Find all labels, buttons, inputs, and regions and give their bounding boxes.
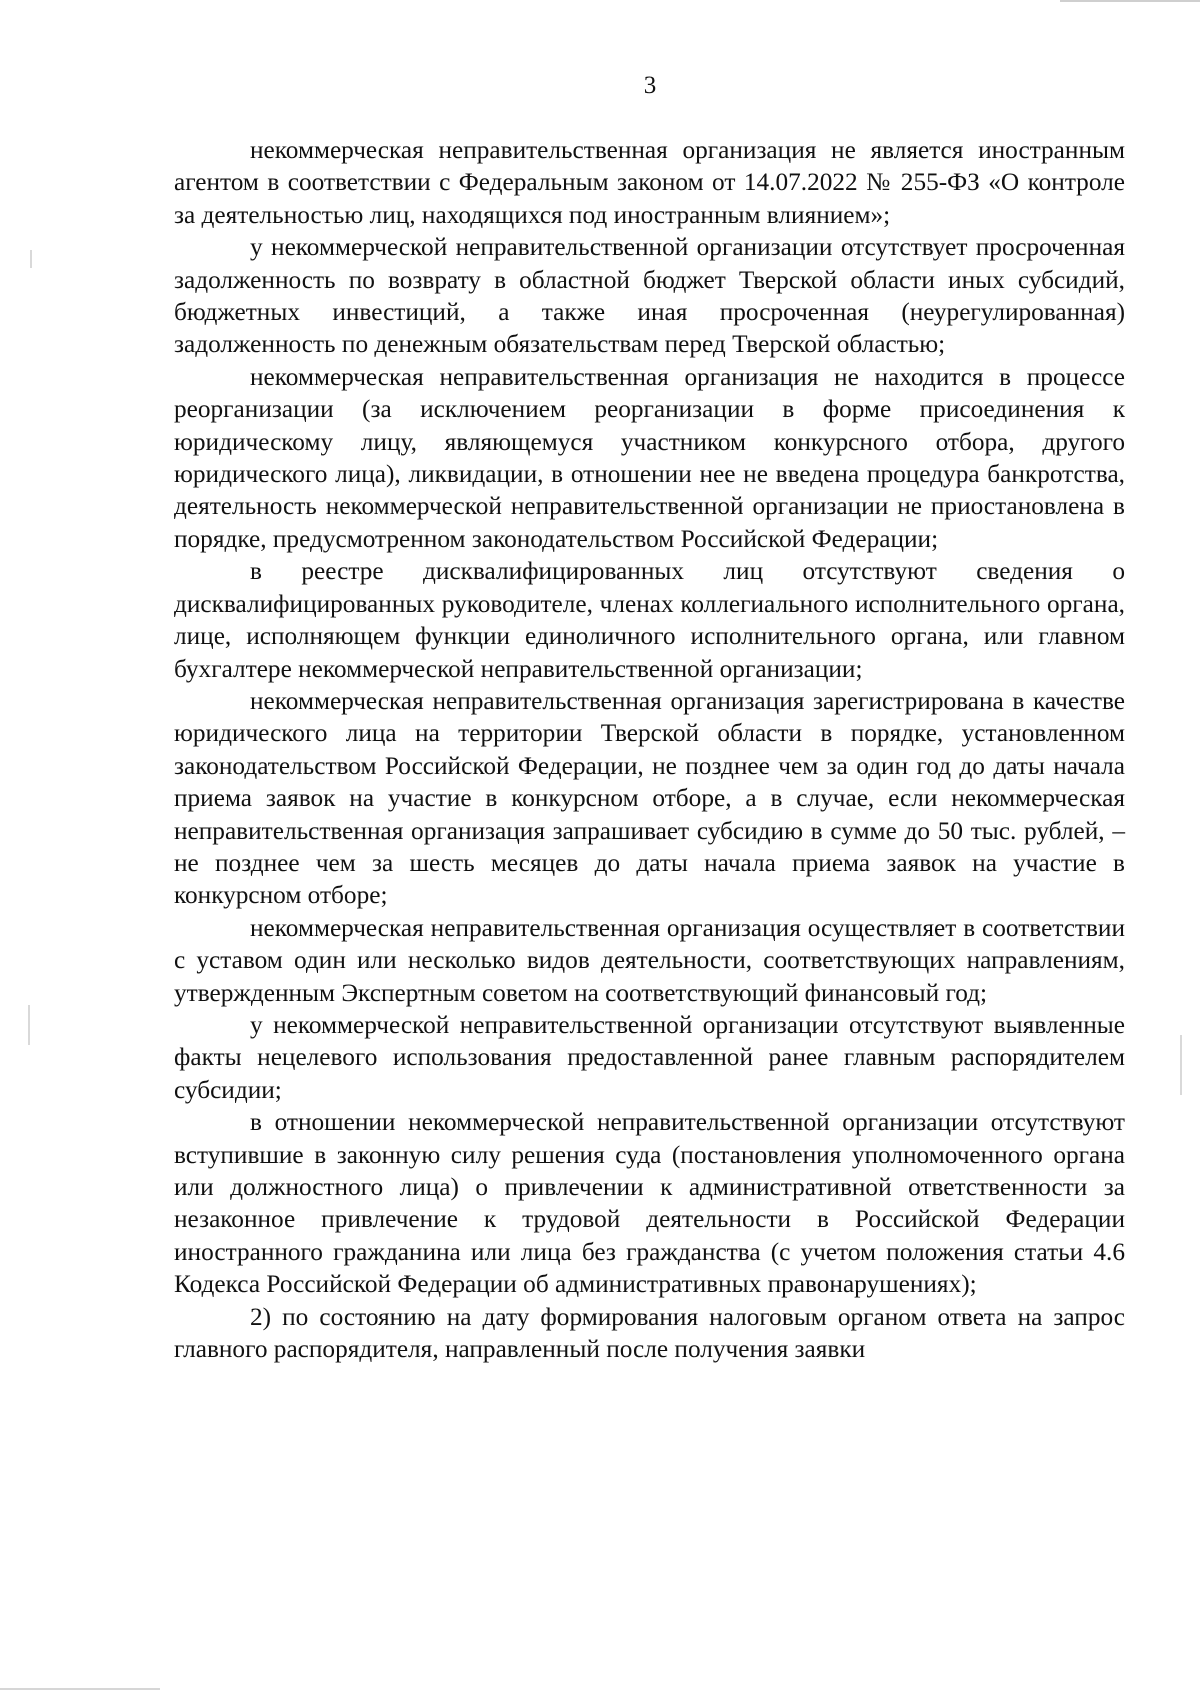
paragraph: у некоммерческой неправительственной организации отсутствуют выявленные факты нецелевого использования предоставленной ранее главным распорядителем субсидии; [174, 1010, 1125, 1104]
scan-mark [1180, 1035, 1182, 1095]
paragraph: некоммерческая неправительственная организация зарегистрирована в качестве юридического лица на территории Тверской области в порядке, установленном законодательством Российской Федерации, не позднее чем за один год до даты начала приема заявок на участие в конкурсном отборе, а в случае, если некоммерческая неправительственная организация запрашивает субсидию в сумме до 50 тыс. рублей, – не позднее чем за шесть месяцев до даты начала приема заявок на участие в конкурсном отборе; [174, 686, 1125, 910]
scan-mark [28, 1005, 30, 1045]
paragraph: в реестре дисквалифицированных лиц отсутствуют сведения о дисквалифицированных руководителе, членах коллегиального исполнительного органа, лице, исполняющем функции единоличного исполнительного органа, или главном бухгалтере некоммерческой неправительственной организации; [174, 557, 1125, 683]
paragraph: некоммерческая неправительственная организация не является иностранным агентом в соответствии с Федеральным законом от 14.07.2022 № 255-ФЗ «О контроле за деятельностью лиц, находящихся под иностранным влиянием»; [174, 136, 1125, 229]
scan-mark [30, 250, 32, 268]
paragraph: 2) по состоянию на дату формирования налоговым органом ответа на запрос главного распорядителя, направленный после получения заявки [174, 1302, 1125, 1364]
paragraph: у некоммерческой неправительственной организации отсутствует просроченная задолженность по возврату в областной бюджет Тверской области иных субсидий, бюджетных инвестиций, а также иная просроченная (неурегулированная) задолженность по денежным обязательствам перед Тверской областью; [174, 233, 1125, 359]
paragraph: в отношении некоммерческой неправительственной организации отсутствуют вступившие в законную силу решения суда (постановления уполномоченного органа или должностного лица) о привлечении к административной ответственности за незаконное привлечение к трудовой деятельности в Российской Федерации иностранного гражданина или лица без гражданства (с учетом положения статьи 4.6 Кодекса Российской Федерации об административных правонарушениях); [174, 1108, 1125, 1299]
body-text [174, 134, 1125, 1365]
scan-edge-bottom [0, 1688, 160, 1690]
page-number: 3 [643, 72, 657, 99]
paragraph: некоммерческая неправительственная организация не находится в процессе реорганизации (за исключением реорганизации в форме присоединения к юридическому лицу, являющемуся участником конкурсного отбора, другого юридического лица), ликвидации, в отношении нее не введена процедура банкротства, деятельность некоммерческой неправительственной организации не приостановлена в порядке, предусмотренном законодательством Российской Федерации; [174, 362, 1125, 553]
scan-edge-top [1060, 0, 1200, 2]
paragraph: некоммерческая неправительственная организация осуществляет в соответствии с уставом один или несколько видов деятельности, соответствующих направлениям, утвержденным Экспертным советом на соответствующий финансовый год; [174, 913, 1125, 1007]
